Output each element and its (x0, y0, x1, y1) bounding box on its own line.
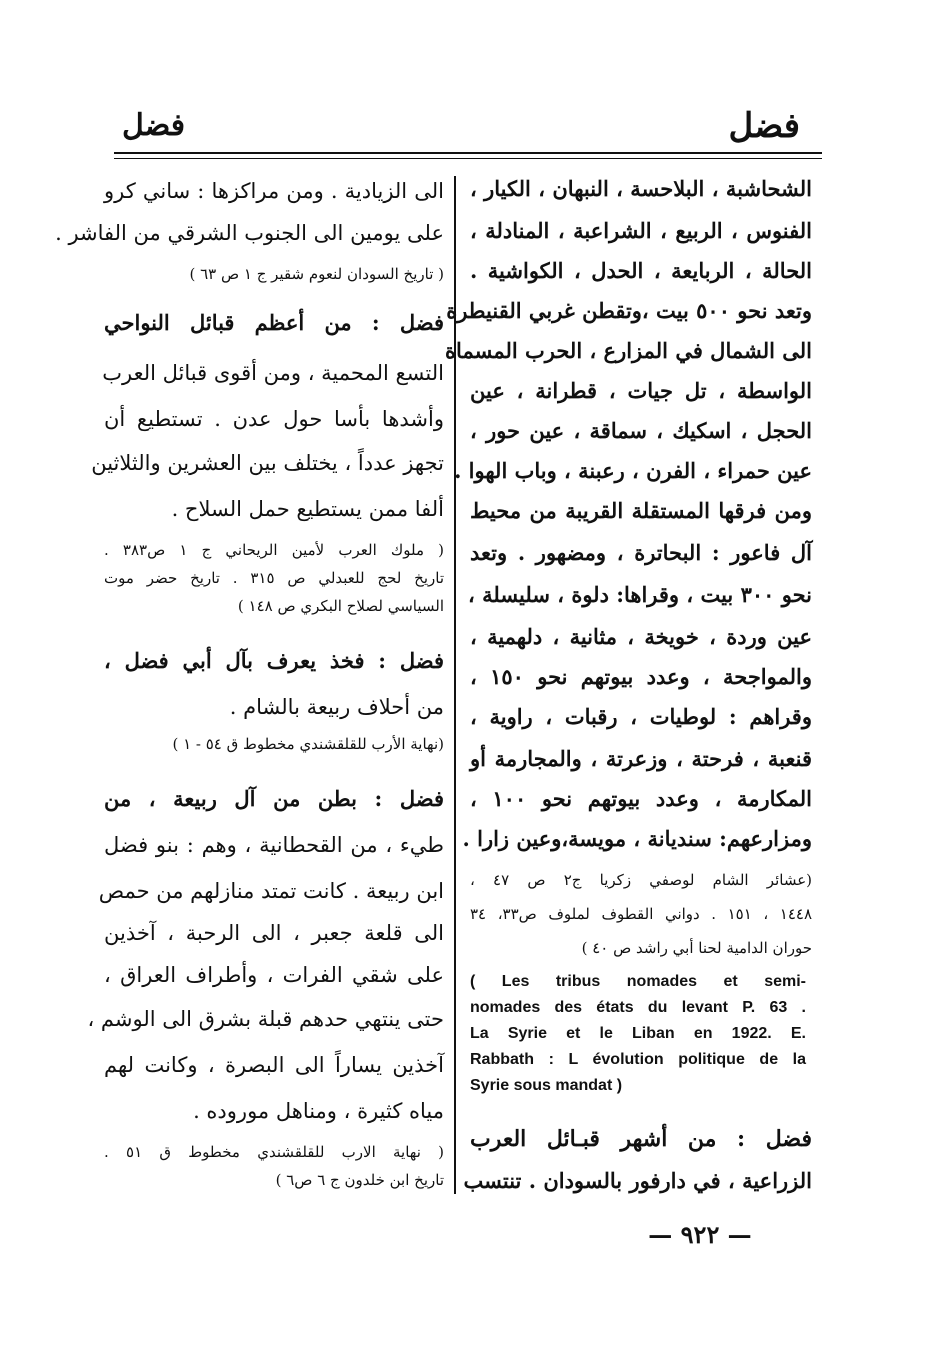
text-line: قنعبة ، فرحتة ، وزعرتة ، والمجارمة أو (470, 746, 812, 771)
text-line: نحو ٣٠٠ بيت ، وقراها: دلوة ، سليسلة ، (468, 582, 812, 607)
reference-line: حوران الدامية لحنا أبي راشد ص ٤٠ ) (581, 939, 812, 957)
text-line: ومزارعهم: سنديانة ، مويسة،وعين زارا . (462, 826, 812, 851)
text-line: آل فاعور : البحاترة ، ومضهور . وتعد (470, 540, 812, 565)
text-line: الحجل ، اسكيك ، سماقة ، عين حور ، (470, 418, 812, 443)
text-line: من أحلاف ربيعة بالشام . (229, 695, 444, 719)
text-line: آخذين يساراً الى البصرة ، وكانت لهم (104, 1053, 444, 1077)
reference-line: ( ملوك العرب لأمين الريحاني ج ١ ص٣٨٣ . (104, 541, 445, 559)
french-reference-line: La Syrie et le Liban en 1922. E. (470, 1025, 806, 1042)
text-line: الى الشمال في المزارع ، الحرب المسماة (445, 338, 812, 363)
text-line: على شقي الفرات ، وأطراف العراق ، (104, 963, 444, 987)
reference-line: ( تاريخ السودان لنعوم شقير ج ١ ص ٦٣ ) (189, 265, 444, 283)
reference-line: ١٤٤٨ ، ١٥١ . دواني القطوف لملوف ص٣٣، ٣٤ (470, 905, 813, 923)
text-line: الحالة ، الربايعة ، الحدل ، الكواشية . (470, 258, 812, 283)
text-line: ابن ربيعة . كانت تمتد منازلهم من حمص (98, 879, 444, 903)
text-line: وقراهم : لوطيات ، رقبات ، راوية ، (470, 704, 812, 729)
text-line: الزراعية ، في دارفور بالسودان . تنتسب (463, 1168, 812, 1193)
reference-line: ( نهاية الارب للقلقشندي مخطوط ق ٥١ . (104, 1143, 444, 1161)
text-line: ومن فرقها المستقلة القريبة من محيط (470, 498, 812, 523)
header-rule-top (114, 152, 822, 154)
column-divider (454, 176, 456, 1194)
french-reference-line: nomades des états du levant P. 63 . (470, 999, 806, 1016)
header-entry-word-left: فضل (122, 108, 186, 143)
entry-heading-line: فضل : بطن من آل ربيعة ، من (104, 786, 444, 811)
reference-line: تاريخ لحج للعبدلي ص ٣١٥ . تاريخ حضر موت (104, 569, 444, 587)
reference-line: السياسي لصلاح البكري ص ١٤٨ ) (237, 597, 444, 615)
text-line: ألفا ممن يستطيع حمل السلاح . (171, 497, 444, 521)
text-line: الواسطة ، تل جيات ، قطرانة ، عين (470, 378, 812, 403)
text-line: المكارمة ، وعدد بيوتهم نحو ١٠٠ ، (470, 786, 812, 811)
reference-line: (عشائر الشام لوصفي زكريا ج٢ ص ٤٧ ، (470, 871, 813, 889)
text-line: الى قلعة جعبر ، الى الرحبة ، آخذين (104, 921, 444, 945)
text-line: وأشدها بأسا حول عدن . تستطيع أن (104, 407, 444, 431)
text-line: طيء ، من القحطانية ، وهم : بنو فضل (104, 833, 444, 857)
french-reference-line: Syrie sous mandat ) (470, 1077, 623, 1094)
reference-line: تاريخ ابن خلدون ج ٦ ص٦ ) (275, 1171, 444, 1189)
text-line: الى الزيادية . ومن مراكزها : ساني كرو (104, 179, 444, 203)
entry-heading-line: فضل : من أشهر قبـائل العرب (470, 1126, 812, 1152)
text-line: عين حمراء ، الفرن ، رعبنة ، وباب الهوا . (454, 458, 812, 483)
text-line: الشحاشبة ، البلاحسة ، النبهان ، الكيار ، (470, 176, 812, 201)
text-line: حتى ينتهي حدهم قبلة بشرق الى الوشم ، (87, 1007, 444, 1031)
text-line: مياه كثيرة ، ومناهل موروده . (193, 1099, 444, 1123)
text-line: الفنوس ، الربيع ، الشراعبة ، المنادلة ، (470, 218, 812, 243)
french-reference-line: Rabbath : L évolution politique de la (470, 1051, 806, 1068)
text-line: تجهز عدداً ، يختلف بين العشرين والثلاثين (91, 451, 444, 475)
header-rule-bottom (114, 158, 822, 159)
entry-heading-line: فضل : من أعظم قبائل النواحي (104, 310, 444, 335)
entry-heading-line: فضل : فخذ يعرف بآل أبي فضل ، (104, 648, 444, 673)
text-line: وتعد نحو ٥٠٠ بيت ،وتقطن غربي القنيطرة (446, 298, 812, 323)
text-line: والمواجحة ، وعدد بيوتهم نحو ١٥٠ ، (470, 664, 812, 689)
french-reference-line: ( Les tribus nomades et semi- (470, 973, 806, 990)
page-number: — ٩٢٢ — (648, 1220, 752, 1249)
header-entry-word-right: فضل (728, 106, 800, 146)
reference-line: (نهاية الأرب للقلقشندي مخطوط ق ٥٤ - ١ ) (172, 735, 444, 753)
text-line: عين وردة ، خويخة ، مثانية ، دلهمية ، (470, 624, 812, 649)
text-line: على يومين الى الجنوب الشرقي من الفاشر . (55, 221, 444, 245)
text-line: التسع المحمية ، ومن أقوى قبائل العرب (102, 361, 444, 385)
